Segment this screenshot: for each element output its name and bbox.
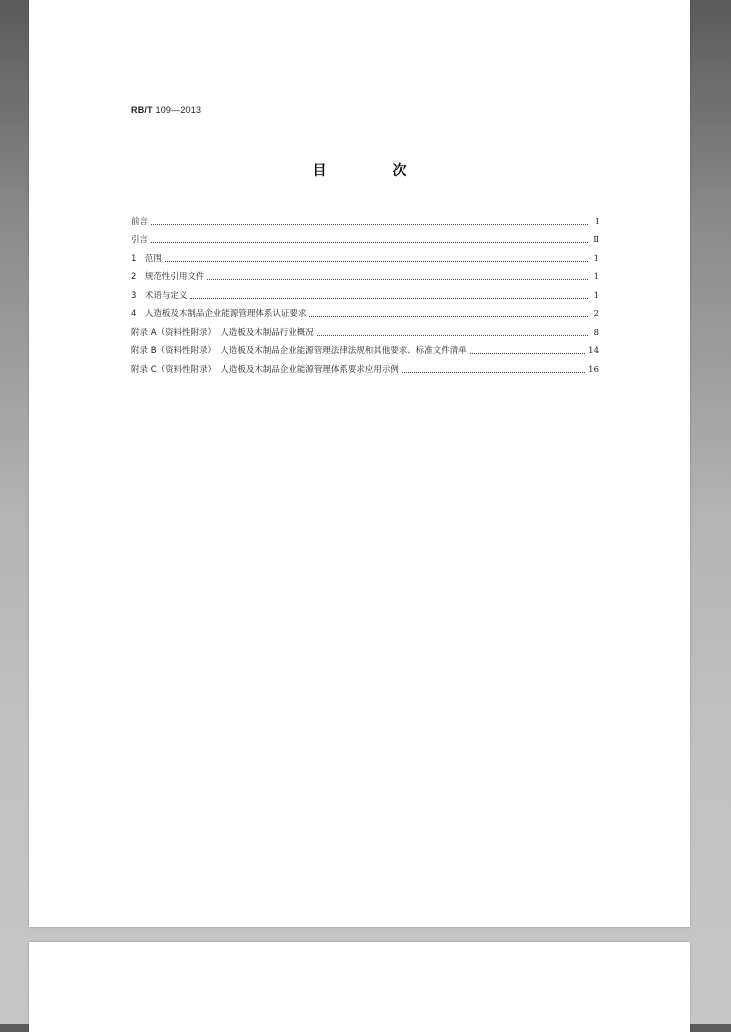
toc-leader-dots	[151, 241, 588, 243]
toc-entry-appendix-a[interactable]	[131, 320, 599, 339]
table-of-contents	[131, 209, 599, 376]
toc-entry-label: 前言	[131, 216, 149, 227]
toc-entry-preface[interactable]	[131, 209, 599, 228]
toc-entry-page: 8	[593, 327, 599, 338]
toc-entry-normative-references[interactable]	[131, 265, 599, 284]
toc-entry-terms-definitions[interactable]	[131, 283, 599, 302]
toc-entry-page: Ⅱ	[593, 235, 599, 245]
toc-entry-label: 附录 B（资料性附录） 人造板及木制品企业能源管理法律法规和其他要求、标准文件清单	[131, 346, 467, 356]
toc-leader-dots	[317, 334, 588, 336]
toc-entry-certification-requirements[interactable]	[131, 302, 599, 321]
toc-entry-page: 2	[593, 309, 599, 319]
toc-leader-dots	[470, 352, 585, 354]
toc-entry-page: 14	[588, 346, 599, 356]
toc-entry-label: 4 人造板及木制品企业能源管理体系认证要求	[131, 309, 307, 319]
toc-leader-dots	[190, 297, 588, 299]
toc-entry-page: 16	[588, 364, 599, 375]
toc-entry-appendix-b[interactable]	[131, 339, 599, 358]
toc-entry-label: 3 术语与定义	[131, 290, 188, 301]
toc-entry-scope[interactable]	[131, 246, 599, 265]
toc-entry-page: 1	[593, 272, 599, 282]
toc-leader-dots	[207, 278, 588, 280]
toc-entry-page: Ⅰ	[595, 216, 599, 227]
toc-entry-appendix-c[interactable]	[131, 357, 599, 376]
toc-entry-label: 附录 C（资料性附录） 人造板及木制品企业能源管理体系要求应用示例	[131, 364, 399, 375]
document-page	[29, 0, 690, 927]
toc-entry-page: 1	[593, 290, 599, 301]
toc-leader-dots	[309, 315, 588, 317]
toc-entry-label: 附录 A（资料性附录） 人造板及木制品行业概况	[131, 327, 314, 338]
toc-entry-label: 2 规范性引用文件	[131, 272, 205, 282]
toc-leader-dots	[402, 371, 585, 373]
next-document-page	[29, 942, 690, 1032]
toc-leader-dots	[151, 223, 588, 225]
toc-title: 目 次	[312, 163, 433, 179]
standard-code-number: 109—2013	[155, 105, 202, 115]
standard-code-prefix: RB/T	[131, 105, 153, 115]
toc-entry-label: 1 范围	[131, 253, 162, 264]
toc-entry-page: 1	[593, 253, 599, 264]
standard-code	[131, 105, 201, 115]
toc-entry-introduction[interactable]	[131, 228, 599, 247]
toc-entry-label: 引言	[131, 235, 149, 245]
toc-leader-dots	[165, 260, 588, 262]
